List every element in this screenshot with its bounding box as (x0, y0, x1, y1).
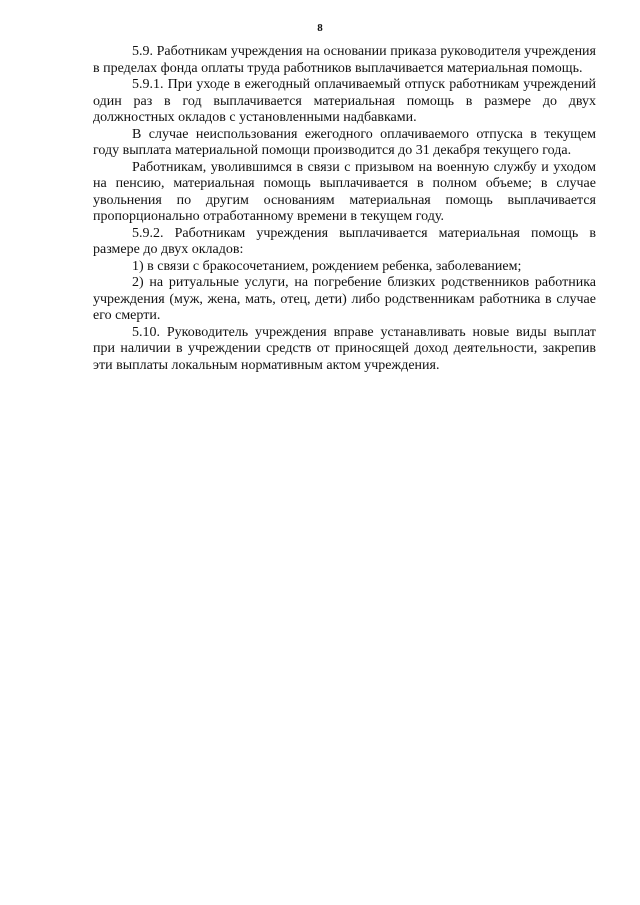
document-body (93, 44, 596, 374)
paragraph-5-9-2: 5.9.2. Работникам учреждения выплачивается материальная помощь в размере до двух окладов: (93, 225, 596, 257)
paragraph-dismissal: Работникам, уволившимся в связи с призывом на военную службу и уходом на пенсию, материальная помощь выплачивается в полном объеме; в случае увольнения по другим основаниям материальная помощь выплачивается пропорционально отработанному времени в текущем году. (93, 159, 596, 224)
page-number: 8 (317, 22, 323, 34)
list-item-2: 2) на ритуальные услуги, на погребение близких родственников работника учреждения (муж, жена, мать, отец, дети) либо родственникам работника в случае его смерти. (93, 275, 596, 323)
list-item-1: 1) в связи с бракосочетанием, рождением ребенка, заболеванием; (132, 258, 522, 274)
paragraph-5-10: 5.10. Руководитель учреждения вправе устанавливать новые виды выплат при наличии в учреждении средств от приносящей доход деятельности, закрепив эти выплаты локальным нормативным актом учреждения. (93, 324, 596, 373)
paragraph-5-9-1: 5.9.1. При уходе в ежегодный оплачиваемый отпуск работникам учреждений один раз в год выплачивается материальная помощь в размере до двух должностных окладов с установленными надбавками. (93, 77, 596, 125)
paragraph-unused-leave: В случае неиспользования ежегодного оплачиваемого отпуска в текущем году выплата материальной помощи производится до 31 декабря текущего года. (93, 126, 596, 158)
paragraph-5-9: 5.9. Работникам учреждения на основании приказа руководителя учреждения в пределах фонда оплаты труда работников выплачивается материальная помощь. (93, 44, 596, 76)
